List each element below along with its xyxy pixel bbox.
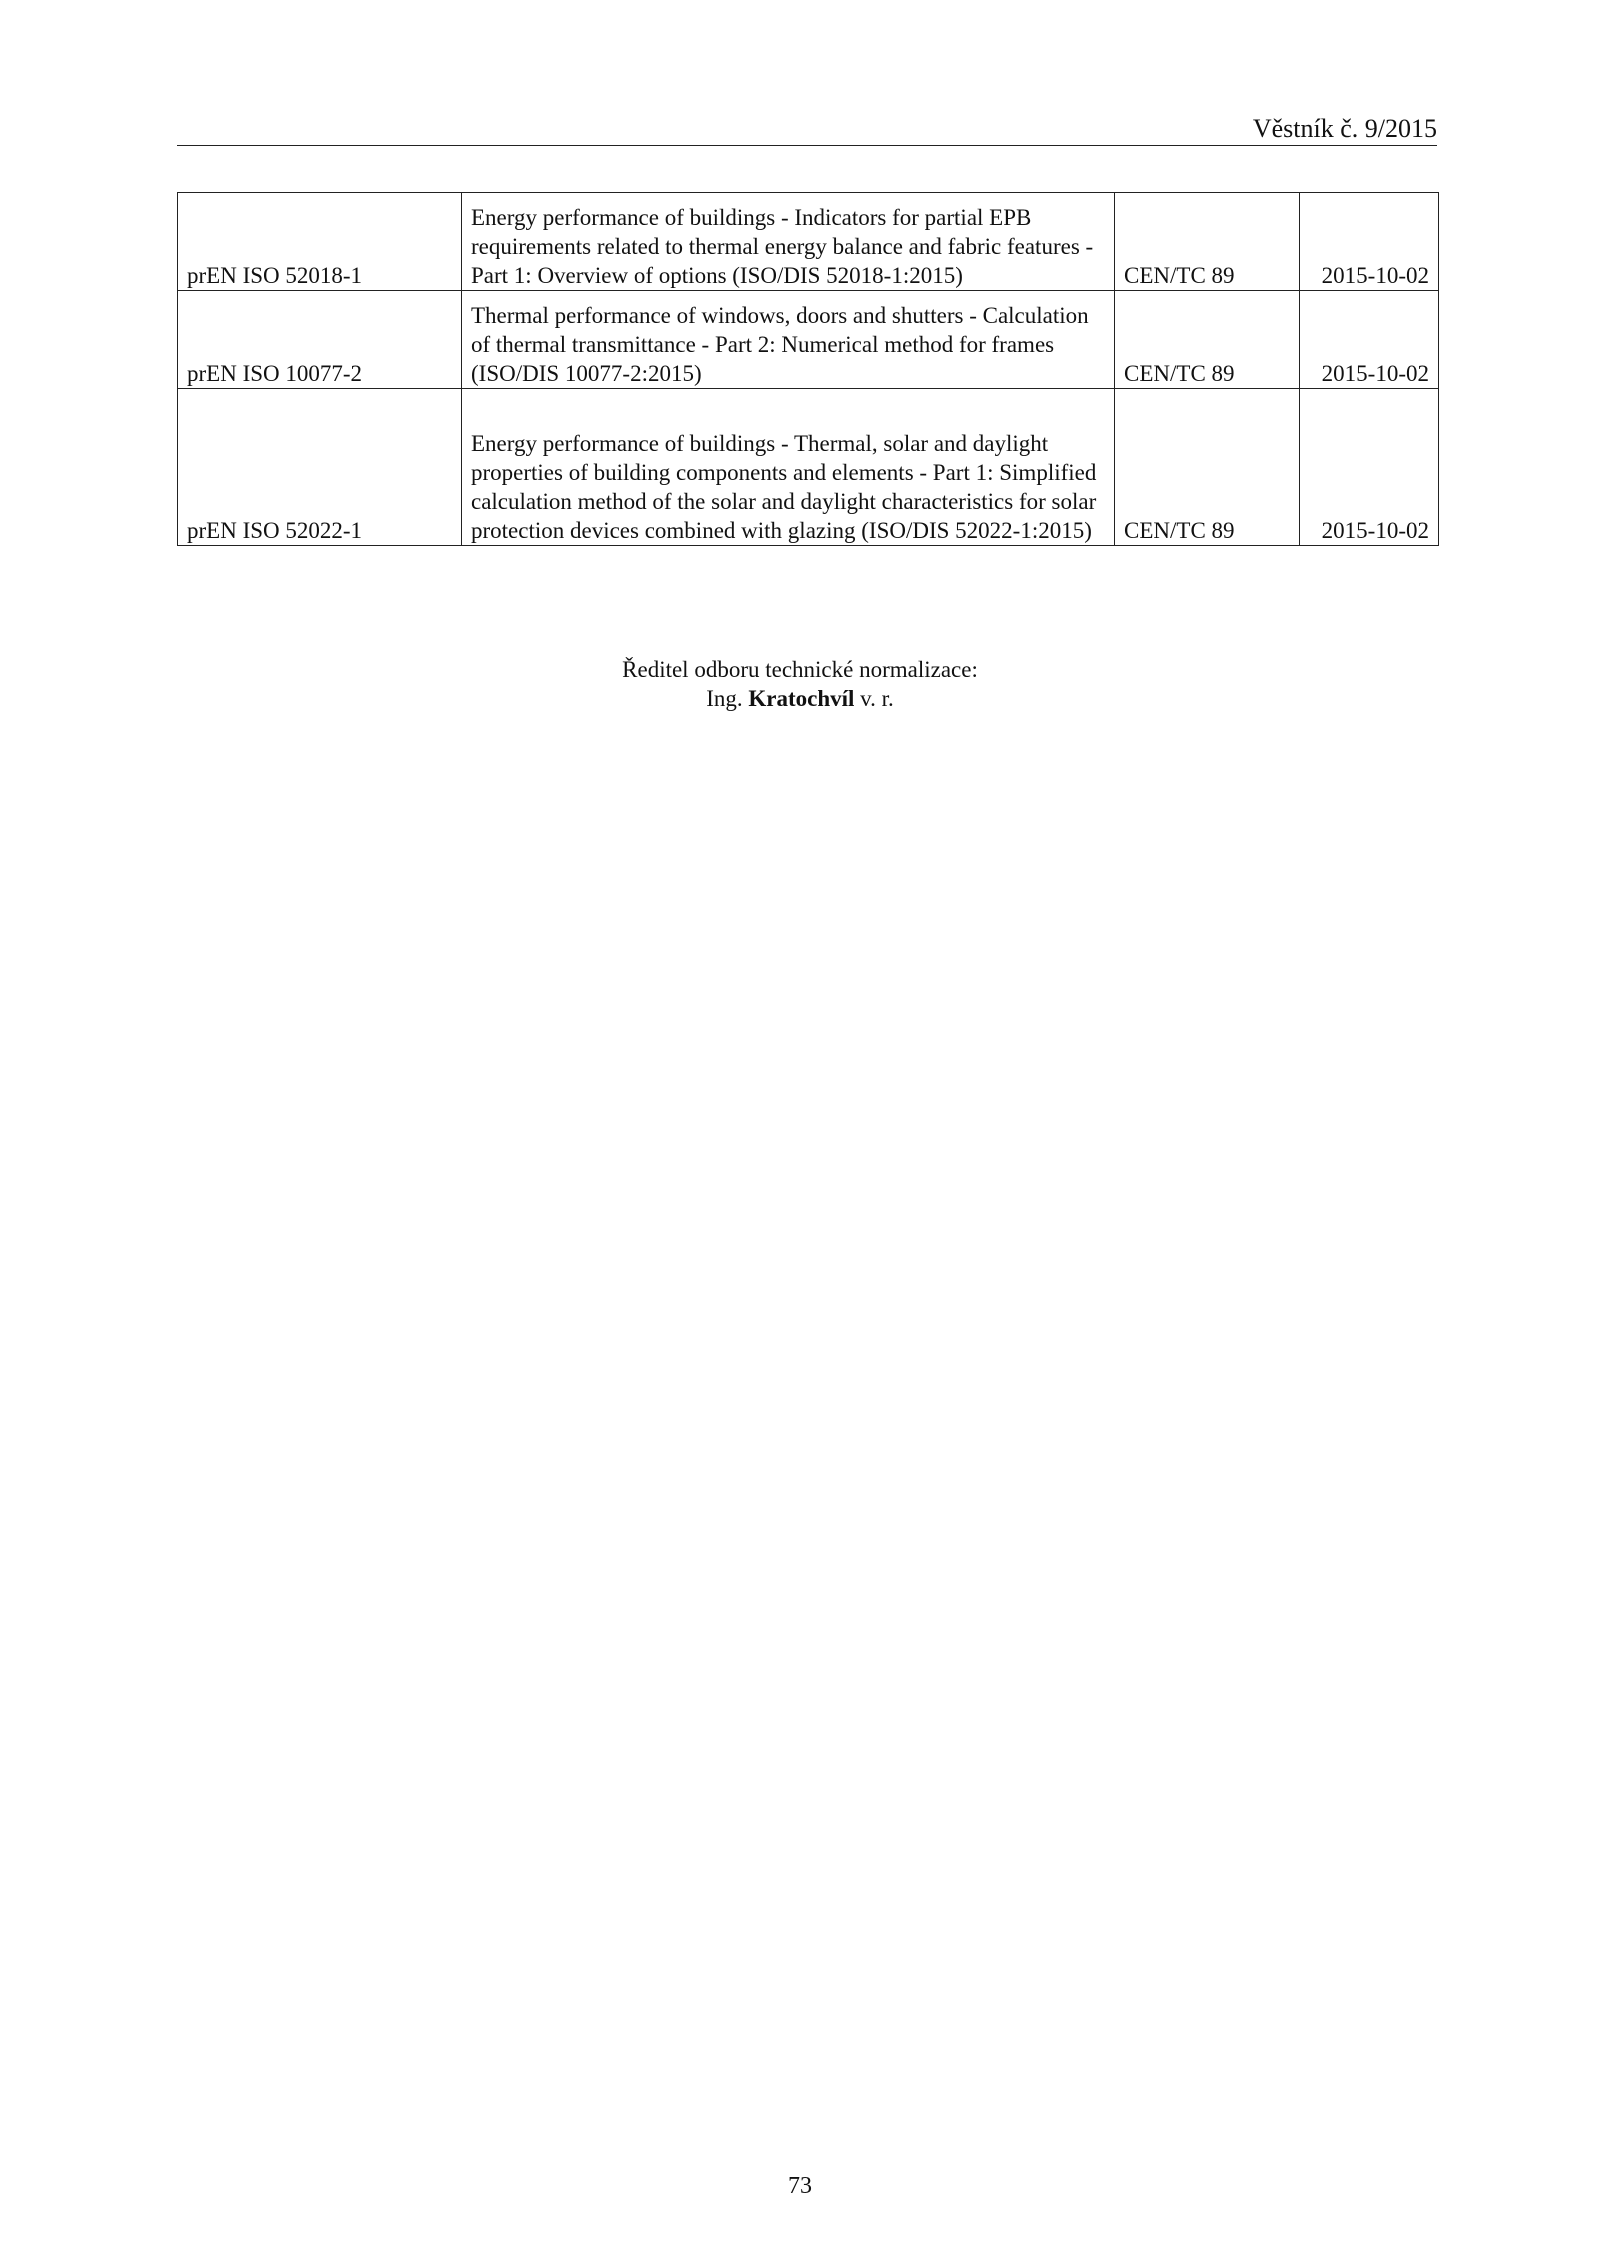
page-number: 73 — [788, 2173, 812, 2199]
technical-committee: CEN/TC 89 — [1115, 193, 1300, 291]
standards-table — [177, 192, 1439, 546]
standard-date: 2015-10-02 — [1300, 291, 1439, 389]
signatory-position: Ředitel odboru technické normalizace: — [622, 657, 978, 682]
technical-committee: CEN/TC 89 — [1115, 389, 1300, 546]
standard-date: 2015-10-02 — [1300, 193, 1439, 291]
standard-title: Thermal performance of windows, doors and shutters - Calculation of thermal transmittance - Part 2: Numerical method for frames (ISO/DIS 10077-2:2015) — [462, 291, 1115, 389]
signatory-title: Ing. — [706, 686, 743, 711]
signatory-line — [0, 684, 1600, 713]
signature-block — [0, 655, 1600, 713]
signatory-name: Kratochvíl — [748, 686, 855, 711]
signatory-suffix: v. r. — [860, 686, 894, 711]
standard-title: Energy performance of buildings - Indicators for partial EPB requirements related to thermal energy balance and fabric features - Part 1: Overview of options (ISO/DIS 52018-1:2015) — [462, 193, 1115, 291]
standard-code: prEN ISO 52018-1 — [178, 193, 462, 291]
technical-committee: CEN/TC 89 — [1115, 291, 1300, 389]
page-header — [177, 112, 1437, 146]
table-row — [178, 389, 1439, 546]
table-row — [178, 291, 1439, 389]
standard-date: 2015-10-02 — [1300, 389, 1439, 546]
standard-code: prEN ISO 10077-2 — [178, 291, 462, 389]
standard-title: Energy performance of buildings - Thermal, solar and daylight properties of building components and elements - Part 1: Simplified calculation method of the solar and daylight characteristics for solar protection devices combined with glazing (ISO/DIS 52022-1:2015) — [462, 389, 1115, 546]
standard-code: prEN ISO 52022-1 — [178, 389, 462, 546]
table-row — [178, 193, 1439, 291]
journal-issue: Věstník č. 9/2015 — [1252, 114, 1437, 143]
